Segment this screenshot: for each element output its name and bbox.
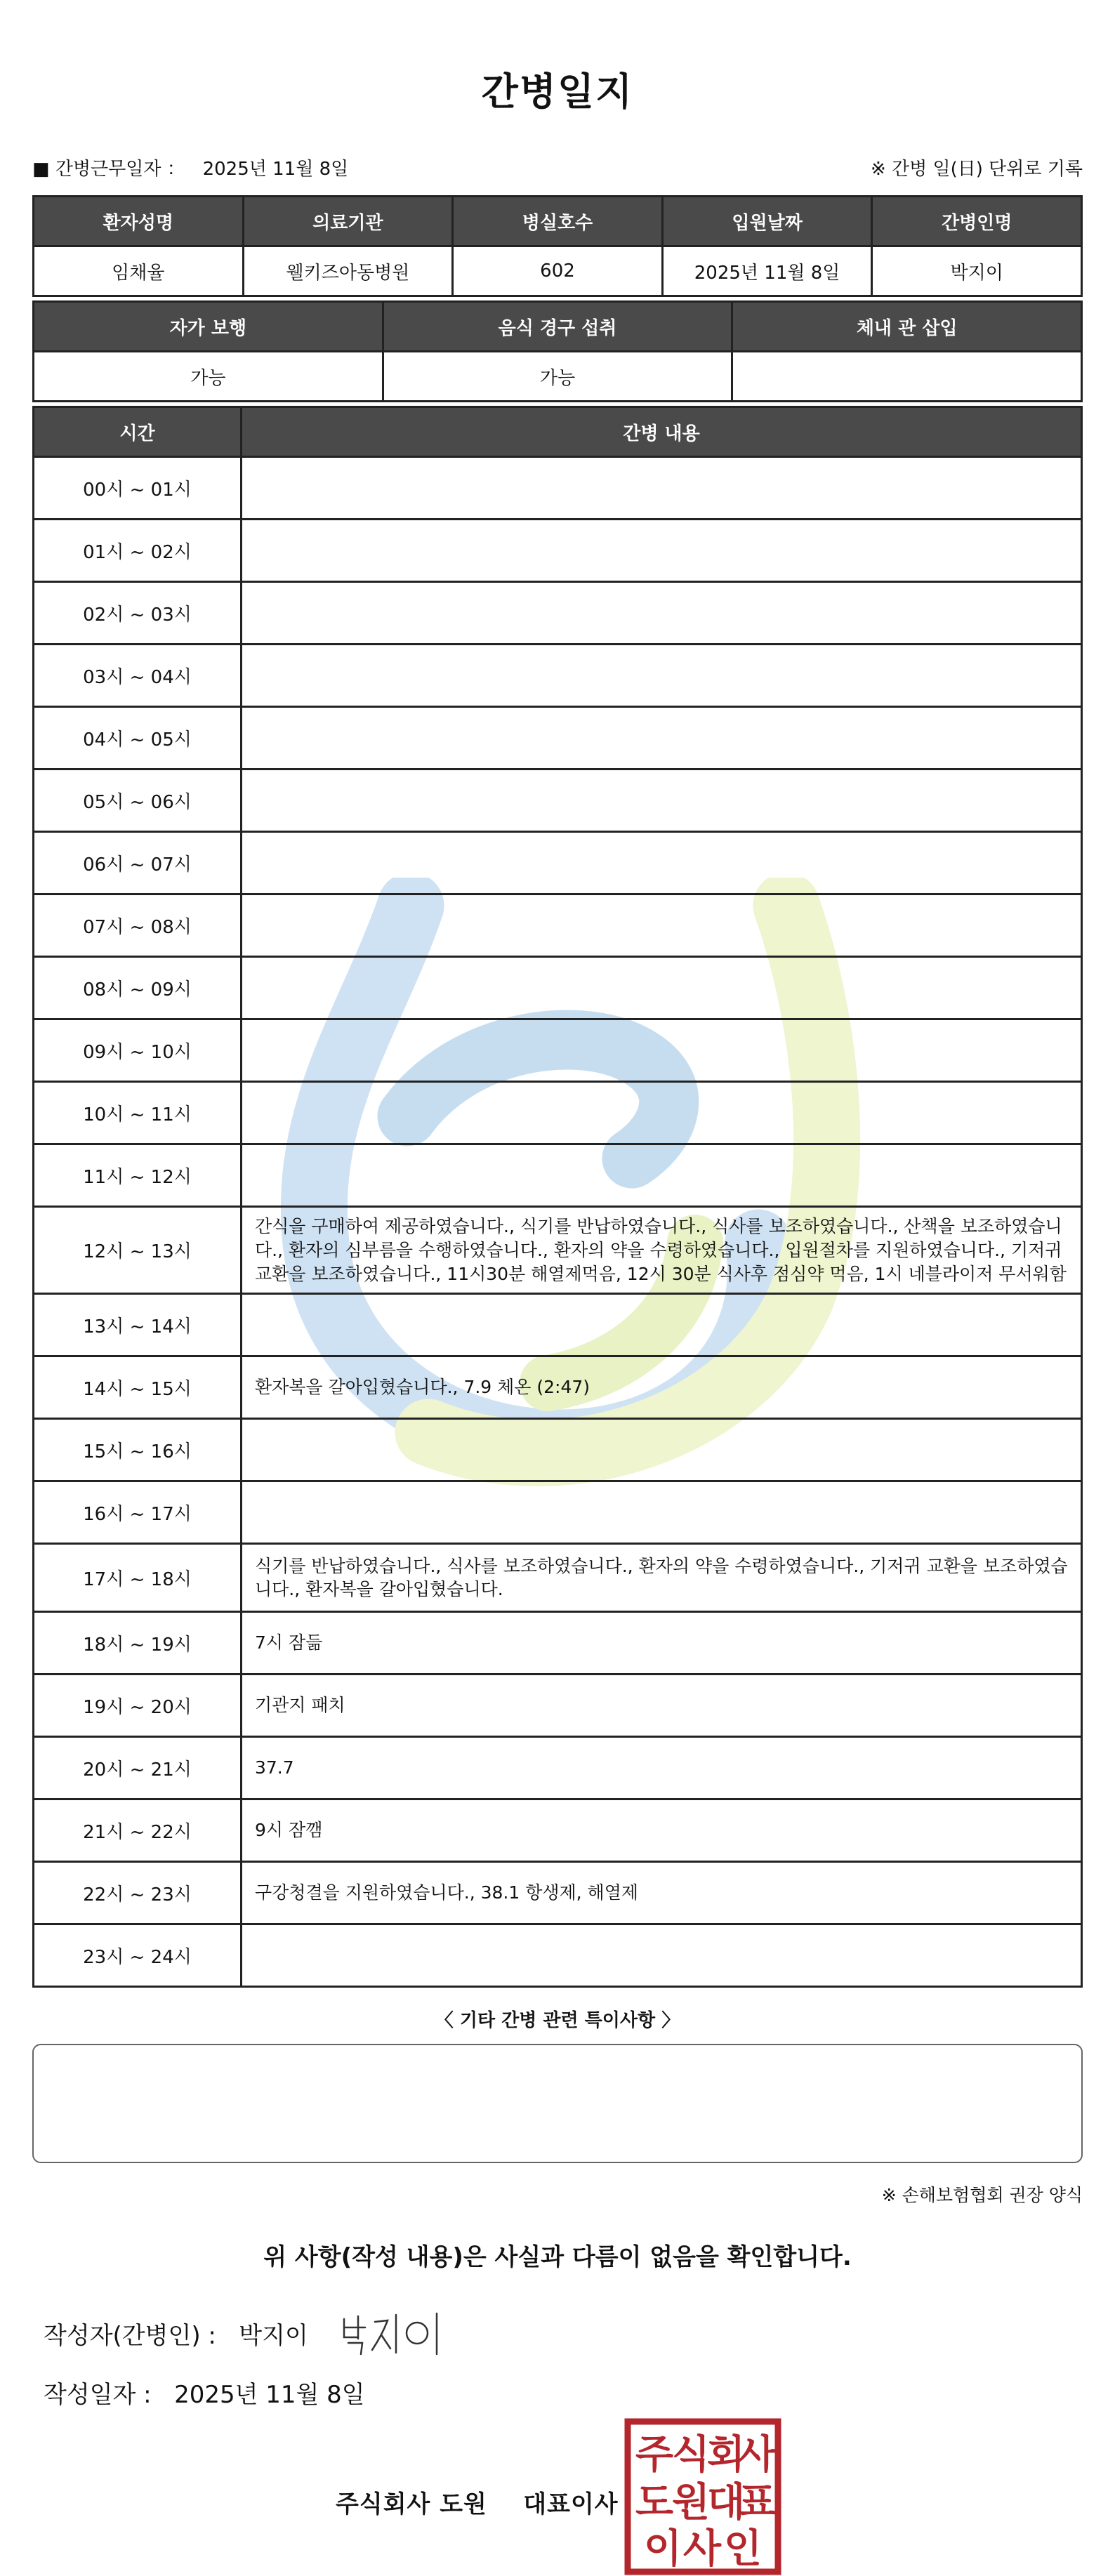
company-name: 주식회사 도원 bbox=[336, 2490, 487, 2518]
header-room: 병실호수 bbox=[453, 197, 663, 246]
log-row bbox=[34, 1799, 1082, 1862]
header-admission-date: 입원날짜 bbox=[662, 197, 872, 246]
log-content bbox=[242, 832, 1082, 894]
svg-text:식: 식 bbox=[671, 2432, 711, 2478]
header-tube-insertion: 체내 관 삽입 bbox=[732, 302, 1082, 352]
log-time: 23시 ~ 24시 bbox=[34, 1924, 242, 1987]
patient-status-table bbox=[32, 300, 1083, 402]
log-content bbox=[242, 1924, 1082, 1987]
log-row bbox=[34, 1207, 1082, 1294]
log-time: 05시 ~ 06시 bbox=[34, 770, 242, 832]
log-time: 21시 ~ 22시 bbox=[34, 1799, 242, 1862]
header-hospital: 의료기관 bbox=[243, 197, 453, 246]
log-content: 9시 잠깸 bbox=[242, 1799, 1082, 1862]
log-row bbox=[34, 1419, 1082, 1481]
log-content: 식기를 반납하였습니다., 식사를 보조하였습니다., 환자의 약을 수령하였습니다., 기저귀 교환을 보조하였습니다., 환자복을 갈아입혔습니다. bbox=[242, 1544, 1082, 1612]
log-time: 00시 ~ 01시 bbox=[34, 457, 242, 520]
writer-name: 박지이 bbox=[239, 2322, 308, 2350]
log-content bbox=[242, 582, 1082, 645]
log-row bbox=[34, 770, 1082, 832]
self-walking-value: 가능 bbox=[34, 352, 383, 402]
log-content bbox=[242, 1294, 1082, 1356]
work-date-label: ■ 간병근무일자 ： bbox=[32, 159, 185, 180]
log-row bbox=[34, 645, 1082, 707]
log-row bbox=[34, 1737, 1082, 1799]
log-time: 16시 ~ 17시 bbox=[34, 1481, 242, 1544]
log-content: 구강청결을 지원하였습니다., 38.1 항생제, 해열제 bbox=[242, 1862, 1082, 1924]
header-time: 시간 bbox=[34, 407, 242, 457]
writer-line bbox=[44, 2316, 308, 2351]
log-time: 10시 ~ 11시 bbox=[34, 1082, 242, 1144]
log-row bbox=[34, 1924, 1082, 1987]
tube-insertion-value bbox=[732, 352, 1082, 402]
log-content bbox=[242, 520, 1082, 582]
admission-date: 2025년 11월 8일 bbox=[662, 246, 872, 296]
document-title: 간병일지 bbox=[481, 70, 634, 114]
log-row bbox=[34, 894, 1082, 957]
log-content bbox=[242, 1082, 1082, 1144]
log-row bbox=[34, 832, 1082, 894]
log-row bbox=[34, 1082, 1082, 1144]
log-row bbox=[34, 457, 1082, 520]
log-time: 09시 ~ 10시 bbox=[34, 1019, 242, 1082]
log-content bbox=[242, 1419, 1082, 1481]
notes-box bbox=[32, 2044, 1083, 2163]
log-time: 12시 ~ 13시 bbox=[34, 1207, 242, 1294]
log-time: 04시 ~ 05시 bbox=[34, 707, 242, 770]
hourly-log-table bbox=[32, 406, 1083, 1988]
log-content: 7시 잠듦 bbox=[242, 1612, 1082, 1675]
log-content bbox=[242, 894, 1082, 957]
svg-text:사: 사 bbox=[682, 2526, 722, 2572]
log-content bbox=[242, 1019, 1082, 1082]
svg-text:표: 표 bbox=[737, 2480, 777, 2525]
log-content bbox=[242, 770, 1082, 832]
room-number: 602 bbox=[453, 246, 663, 296]
log-row bbox=[34, 1544, 1082, 1612]
handwritten-signature bbox=[338, 2304, 444, 2360]
patient-name: 임채율 bbox=[34, 246, 244, 296]
log-content bbox=[242, 457, 1082, 520]
svg-text:이: 이 bbox=[643, 2526, 682, 2572]
log-row bbox=[34, 1356, 1082, 1419]
recommend-note: ※ 손해보험협회 권장 양식 bbox=[881, 2185, 1083, 2205]
svg-text:대: 대 bbox=[706, 2480, 746, 2525]
company-line bbox=[336, 2485, 619, 2519]
log-content: 기관지 패치 bbox=[242, 1675, 1082, 1737]
log-time: 13시 ~ 14시 bbox=[34, 1294, 242, 1356]
log-row bbox=[34, 582, 1082, 645]
log-time: 19시 ~ 20시 bbox=[34, 1675, 242, 1737]
log-time: 11시 ~ 12시 bbox=[34, 1144, 242, 1207]
confirm-statement: 위 사항(작성 내용)은 사실과 다름이 없음을 확인합니다. bbox=[263, 2243, 852, 2271]
log-row bbox=[34, 1144, 1082, 1207]
log-row bbox=[34, 707, 1082, 770]
log-time: 02시 ~ 03시 bbox=[34, 582, 242, 645]
log-time: 14시 ~ 15시 bbox=[34, 1356, 242, 1419]
log-content bbox=[242, 957, 1082, 1019]
date-line bbox=[44, 2375, 365, 2410]
caregiver-name: 박지이 bbox=[872, 246, 1082, 296]
header-caregiver-name: 간병인명 bbox=[872, 197, 1082, 246]
log-row bbox=[34, 1612, 1082, 1675]
log-time: 20시 ~ 21시 bbox=[34, 1737, 242, 1799]
work-date-value: 2025년 11월 8일 bbox=[202, 159, 349, 180]
date-value: 2025년 11월 8일 bbox=[174, 2381, 365, 2409]
log-row bbox=[34, 1862, 1082, 1924]
log-time: 17시 ~ 18시 bbox=[34, 1544, 242, 1612]
log-row bbox=[34, 520, 1082, 582]
writer-label: 작성자(간병인) : bbox=[44, 2322, 216, 2350]
svg-text:인: 인 bbox=[723, 2526, 763, 2572]
log-content: 37.7 bbox=[242, 1737, 1082, 1799]
log-row bbox=[34, 1481, 1082, 1544]
hospital: 웰키즈아동병원 bbox=[243, 246, 453, 296]
log-time: 01시 ~ 02시 bbox=[34, 520, 242, 582]
header-self-walking: 자가 보행 bbox=[34, 302, 383, 352]
log-time: 22시 ~ 23시 bbox=[34, 1862, 242, 1924]
unit-note: ※ 간병 일(日) 단위로 기록 bbox=[870, 159, 1083, 180]
svg-text:도: 도 bbox=[635, 2480, 674, 2525]
log-time: 07시 ~ 08시 bbox=[34, 894, 242, 957]
log-content bbox=[242, 645, 1082, 707]
log-row bbox=[34, 1675, 1082, 1737]
log-row bbox=[34, 957, 1082, 1019]
log-content bbox=[242, 1481, 1082, 1544]
log-time: 06시 ~ 07시 bbox=[34, 832, 242, 894]
patient-info-table bbox=[32, 195, 1083, 297]
svg-text:주: 주 bbox=[635, 2432, 674, 2478]
notes-title: 〈 기타 간병 관련 특이사항 〉 bbox=[435, 2010, 680, 2031]
header-patient-name: 환자성명 bbox=[34, 197, 244, 246]
log-time: 08시 ~ 09시 bbox=[34, 957, 242, 1019]
log-content: 환자복을 갈아입혔습니다., 7.9 체온 (2:47) bbox=[242, 1356, 1082, 1419]
log-time: 15시 ~ 16시 bbox=[34, 1419, 242, 1481]
header-care-content: 간병 내용 bbox=[242, 407, 1082, 457]
header-oral-intake: 음식 경구 섭취 bbox=[383, 302, 732, 352]
log-time: 18시 ~ 19시 bbox=[34, 1612, 242, 1675]
date-label: 작성일자 : bbox=[44, 2381, 152, 2409]
log-time: 03시 ~ 04시 bbox=[34, 645, 242, 707]
oral-intake-value: 가능 bbox=[383, 352, 732, 402]
log-content bbox=[242, 1144, 1082, 1207]
svg-text:회: 회 bbox=[706, 2432, 746, 2478]
ceo-label: 대표이사 bbox=[523, 2490, 619, 2518]
svg-text:원: 원 bbox=[671, 2480, 711, 2525]
log-content bbox=[242, 707, 1082, 770]
log-row bbox=[34, 1019, 1082, 1082]
company-seal-stamp bbox=[624, 2417, 782, 2576]
log-content: 간식을 구매하여 제공하였습니다., 식기를 반납하였습니다., 식사를 보조하였습니다., 산책을 보조하였습니다., 환자의 심부름을 수행하였습니다., 환자의 약을 수령하였습니다., 입원절차를 지원하였습니다., 기저귀 교환을 보조하였습니다., 11시30분 해열제먹음, 12시 30분 식사후 점심약 먹음, 1시 네블라이저 무서워함 bbox=[242, 1207, 1082, 1294]
log-row bbox=[34, 1294, 1082, 1356]
svg-text:사: 사 bbox=[737, 2432, 777, 2478]
work-date bbox=[32, 154, 348, 180]
